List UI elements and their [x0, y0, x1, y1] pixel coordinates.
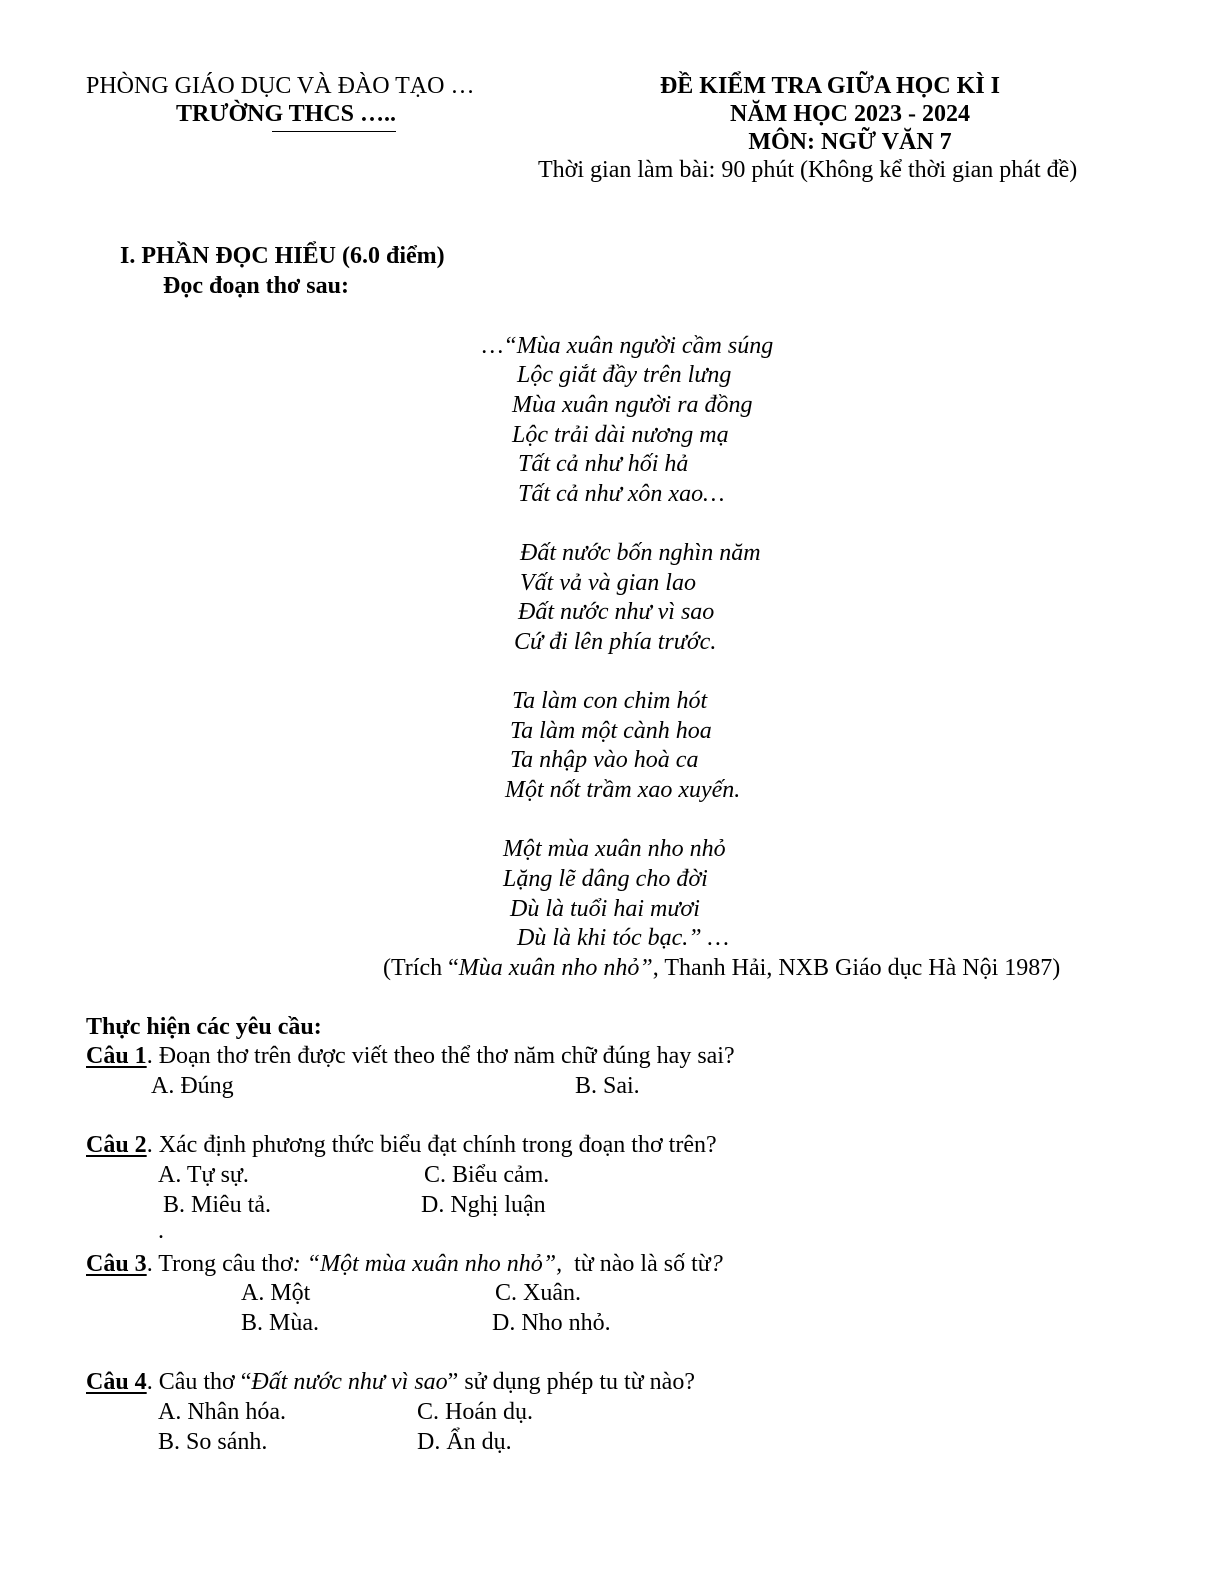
question-text: . Xác định phương thức biểu đạt chính trong đoạn thơ trên? — [146, 1132, 717, 1158]
poem-line: Vất vả và gian lao — [520, 570, 696, 596]
question-text-after: từ nào là số từ — [562, 1251, 711, 1277]
question-text-after: ” sử dụng phép tu từ nào? — [447, 1369, 695, 1395]
poem-line: Ta nhập vào hoà ca — [510, 747, 699, 773]
question-quote: Đất nước như vì sao — [251, 1369, 448, 1395]
poem-line: Dù là tuổi hai mươi — [510, 896, 700, 922]
poem-line: Dù là khi tóc bạc.” … — [517, 925, 729, 951]
question-mark: ? — [710, 1251, 723, 1277]
question-label: Câu 2 — [86, 1132, 147, 1158]
option-a: A. Đúng — [151, 1073, 234, 1099]
question-quote: : “Một mùa xuân nho nhỏ”, — [292, 1251, 563, 1277]
school-year: NĂM HỌC 2023 - 2024 — [730, 101, 970, 127]
subject: MÔN: NGỮ VĂN 7 — [748, 129, 952, 155]
option-b: B. Mùa. — [241, 1310, 319, 1336]
option-b: B. So sánh. — [158, 1429, 268, 1455]
poem-line: Lộc giắt đầy trên lưng — [517, 362, 732, 388]
question-text: . Câu thơ “ — [146, 1369, 252, 1395]
poem-line: Ta làm một cành hoa — [510, 718, 712, 744]
header-department: PHÒNG GIÁO DỤC VÀ ĐÀO TẠO … — [86, 73, 475, 99]
source-rest: , Thanh Hải, NXB Giáo dục Hà Nội 1987) — [652, 955, 1061, 981]
poem-line: Đất nước bốn nghìn năm — [520, 540, 761, 566]
poem-line: Mùa xuân người ra đồng — [512, 392, 753, 418]
question-4 — [86, 1370, 695, 1394]
poem-line: Tất cả như hối hả — [518, 451, 689, 477]
question-label: Câu 1 — [86, 1043, 147, 1069]
section-title: I. PHẦN ĐỌC HIỂU (6.0 điểm) — [120, 243, 445, 269]
question-text: . Trong câu thơ — [146, 1251, 293, 1277]
option-c: C. Xuân. — [495, 1280, 581, 1306]
poem-line: Lặng lẽ dâng cho đời — [503, 866, 708, 892]
stray-dot: . — [158, 1218, 164, 1244]
section-instruction: Đọc đoạn thơ sau: — [163, 273, 349, 299]
time-note: Thời gian làm bài: 90 phút (Không kể thời gian phát đề) — [538, 157, 1078, 183]
question-label: Câu 3 — [86, 1251, 147, 1277]
option-c: C. Biểu cảm. — [424, 1162, 550, 1188]
question-3 — [86, 1252, 723, 1276]
poem-line: Đất nước như vì sao — [518, 599, 715, 625]
poem-source — [383, 956, 1060, 980]
poem-line: Ta làm con chim hót — [512, 688, 708, 714]
poem-line: Một mùa xuân nho nhỏ — [503, 836, 726, 862]
option-c: C. Hoán dụ. — [417, 1399, 533, 1425]
option-b: B. Miêu tả. — [163, 1192, 271, 1218]
exam-title: ĐỀ KIỂM TRA GIỮA HỌC KÌ I — [659, 73, 1001, 99]
option-a: A. Tự sự. — [158, 1162, 249, 1188]
source-title: Mùa xuân nho nhỏ” — [458, 955, 653, 981]
question-label: Câu 4 — [86, 1369, 147, 1395]
option-a: A. Nhân hóa. — [158, 1399, 286, 1425]
source-prefix: (Trích “ — [383, 955, 459, 981]
header-school: TRƯỜNG THCS ….. — [176, 101, 397, 127]
option-a: A. Một — [241, 1280, 311, 1306]
header-divider — [272, 131, 396, 132]
poem-line: Một nốt trầm xao xuyến. — [505, 777, 741, 803]
poem-line: Lộc trải dài nương mạ — [512, 422, 729, 448]
tasks-heading: Thực hiện các yêu cầu: — [86, 1014, 322, 1040]
question-1 — [86, 1044, 735, 1068]
poem-line: …“Mùa xuân người cầm súng — [482, 333, 774, 359]
option-d: D. Ẩn dụ. — [417, 1429, 512, 1455]
option-d: D. Nghị luận — [421, 1192, 546, 1218]
poem-line: Tất cả như xôn xao… — [518, 481, 725, 507]
option-d: D. Nho nhỏ. — [492, 1310, 611, 1336]
option-b: B. Sai. — [575, 1073, 640, 1099]
question-text: . Đoạn thơ trên được viết theo thể thơ năm chữ đúng hay sai? — [146, 1043, 735, 1069]
question-2 — [86, 1133, 717, 1157]
poem-line: Cứ đi lên phía trước. — [514, 629, 717, 655]
